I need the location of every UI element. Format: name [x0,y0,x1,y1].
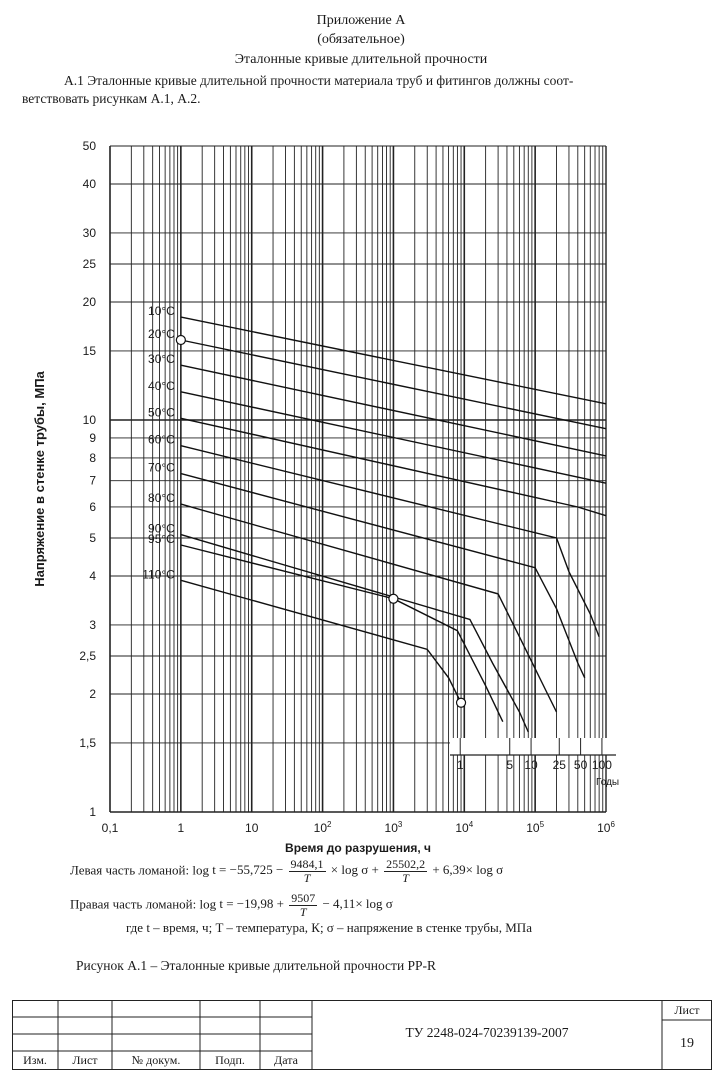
series-label: 95°C [148,531,175,546]
y-tick-label: 10 [82,412,96,427]
years-tick-label: 5 [506,758,514,772]
intro-line-2: ветствовать рисункам А.1, А.2. [22,91,201,106]
fraction-numerator: 25502,2 [386,857,426,871]
formula-term: × log σ + [327,862,383,878]
y-tick-label: 30 [82,225,96,240]
formula-term: − 4,11× log σ [319,896,393,912]
series-label: 60°C [148,432,175,447]
x-tick-label: 0,1 [101,821,119,835]
formula-right-label: Правая часть ломаной: log [70,896,217,912]
y-tick-label: 20 [82,294,96,309]
y-tick-label: 1,5 [79,735,96,750]
formula-legend: где t – время, ч; T – температура, К; σ – напряжение в стенке трубы, МПа [126,920,532,935]
formula-left [70,858,710,885]
fraction-denominator: T [402,871,409,885]
formula-term: t = −55,725 − [208,862,287,878]
y-tick-label: 4 [89,568,96,583]
intro-line-1: А.1 Эталонные кривые длительной прочности материала труб и фитингов должны соот- [64,73,574,88]
y-tick-label: 2,5 [79,649,96,664]
y-tick-label: 40 [82,176,96,191]
x-tick-label: 10 [245,821,259,835]
data-point-marker [389,594,398,603]
formula-term: t = −19,98 + [216,896,288,912]
sheet-label: Лист [674,1003,700,1017]
formula-left-expression [208,857,504,885]
fraction-numerator: 9484,1 [290,857,324,871]
appendix-title: Эталонные кривые длительной прочности [234,52,488,67]
y-axis-label: Напряжение в стенке трубы, МПа [32,371,47,587]
formula-right-expression [216,891,393,919]
series-label: 10°C [148,304,175,319]
series-line [181,580,461,702]
series-label: 70°C [148,460,175,475]
x-tick-label: $10^3$ [384,820,403,835]
series-line [181,545,503,722]
years-tick-label: 25 [552,758,566,772]
series-label: 20°C [148,326,175,341]
formula-left-label: Левая часть ломаной: log [70,862,209,878]
col-revision: Изм. [23,1053,47,1067]
formula-fraction [384,858,427,885]
fraction-denominator: T [299,905,307,919]
years-tick-label: 100 [591,758,612,772]
col-signature: Подп. [215,1053,245,1067]
col-sheet: Лист [72,1053,98,1067]
series-label: 90°C [148,521,175,536]
series-label: 40°C [148,378,175,393]
y-tick-label: 50 [82,139,96,153]
figure-caption: Рисунок А.1 – Эталонные кривые длительной прочности PP-R [76,958,437,973]
y-tick-label: 9 [89,430,96,445]
title-block [12,1000,712,1070]
y-tick-label: 15 [82,343,96,358]
x-tick-label: $10^6$ [597,820,615,835]
formula-fraction [289,858,326,885]
years-tick-label: 1 [456,758,464,772]
years-axis-label: Годы [596,777,620,788]
formula-fraction [289,892,317,919]
y-tick-label: 3 [89,617,96,632]
y-tick-label: 7 [89,473,96,488]
sheet-number: 19 [680,1036,694,1051]
y-tick-label: 25 [82,257,96,272]
x-tick-label: $10^4$ [455,820,474,835]
x-tick-label: $10^5$ [526,820,545,835]
years-axis-background [450,738,616,755]
formula-term: + 6,39× log σ [429,862,504,878]
document-code: ТУ 2248-024-70239139-2007 [405,1025,569,1040]
y-tick-label: 5 [89,531,96,546]
data-point-marker [457,698,466,707]
years-tick-label: 50 [573,758,588,772]
series-line [181,535,528,732]
series-label: 50°C [148,405,175,420]
years-tick-label: 10 [524,758,538,772]
col-date: Дата [274,1053,298,1067]
fraction-denominator: T [303,871,311,885]
x-tick-label: $10^2$ [313,820,332,835]
formula-right [70,892,710,919]
x-axis-label: Время до разрушения, ч [285,841,431,855]
fraction-numerator: 9507 [291,891,316,905]
y-tick-label: 8 [89,450,96,465]
series-line [181,504,557,712]
y-tick-label: 2 [89,686,96,701]
data-point-marker [176,335,185,344]
appendix-status: (обязательное) [317,32,405,47]
appendix-heading: Приложение А [316,13,406,28]
series-label: 110°C [142,567,175,582]
y-tick-label: 6 [89,499,96,514]
col-document-number: № докум. [131,1053,181,1067]
series-label: 80°C [148,491,175,506]
series-label: 30°C [148,352,175,367]
x-tick-label: 1 [177,821,185,835]
y-tick-label: 1 [89,805,96,819]
